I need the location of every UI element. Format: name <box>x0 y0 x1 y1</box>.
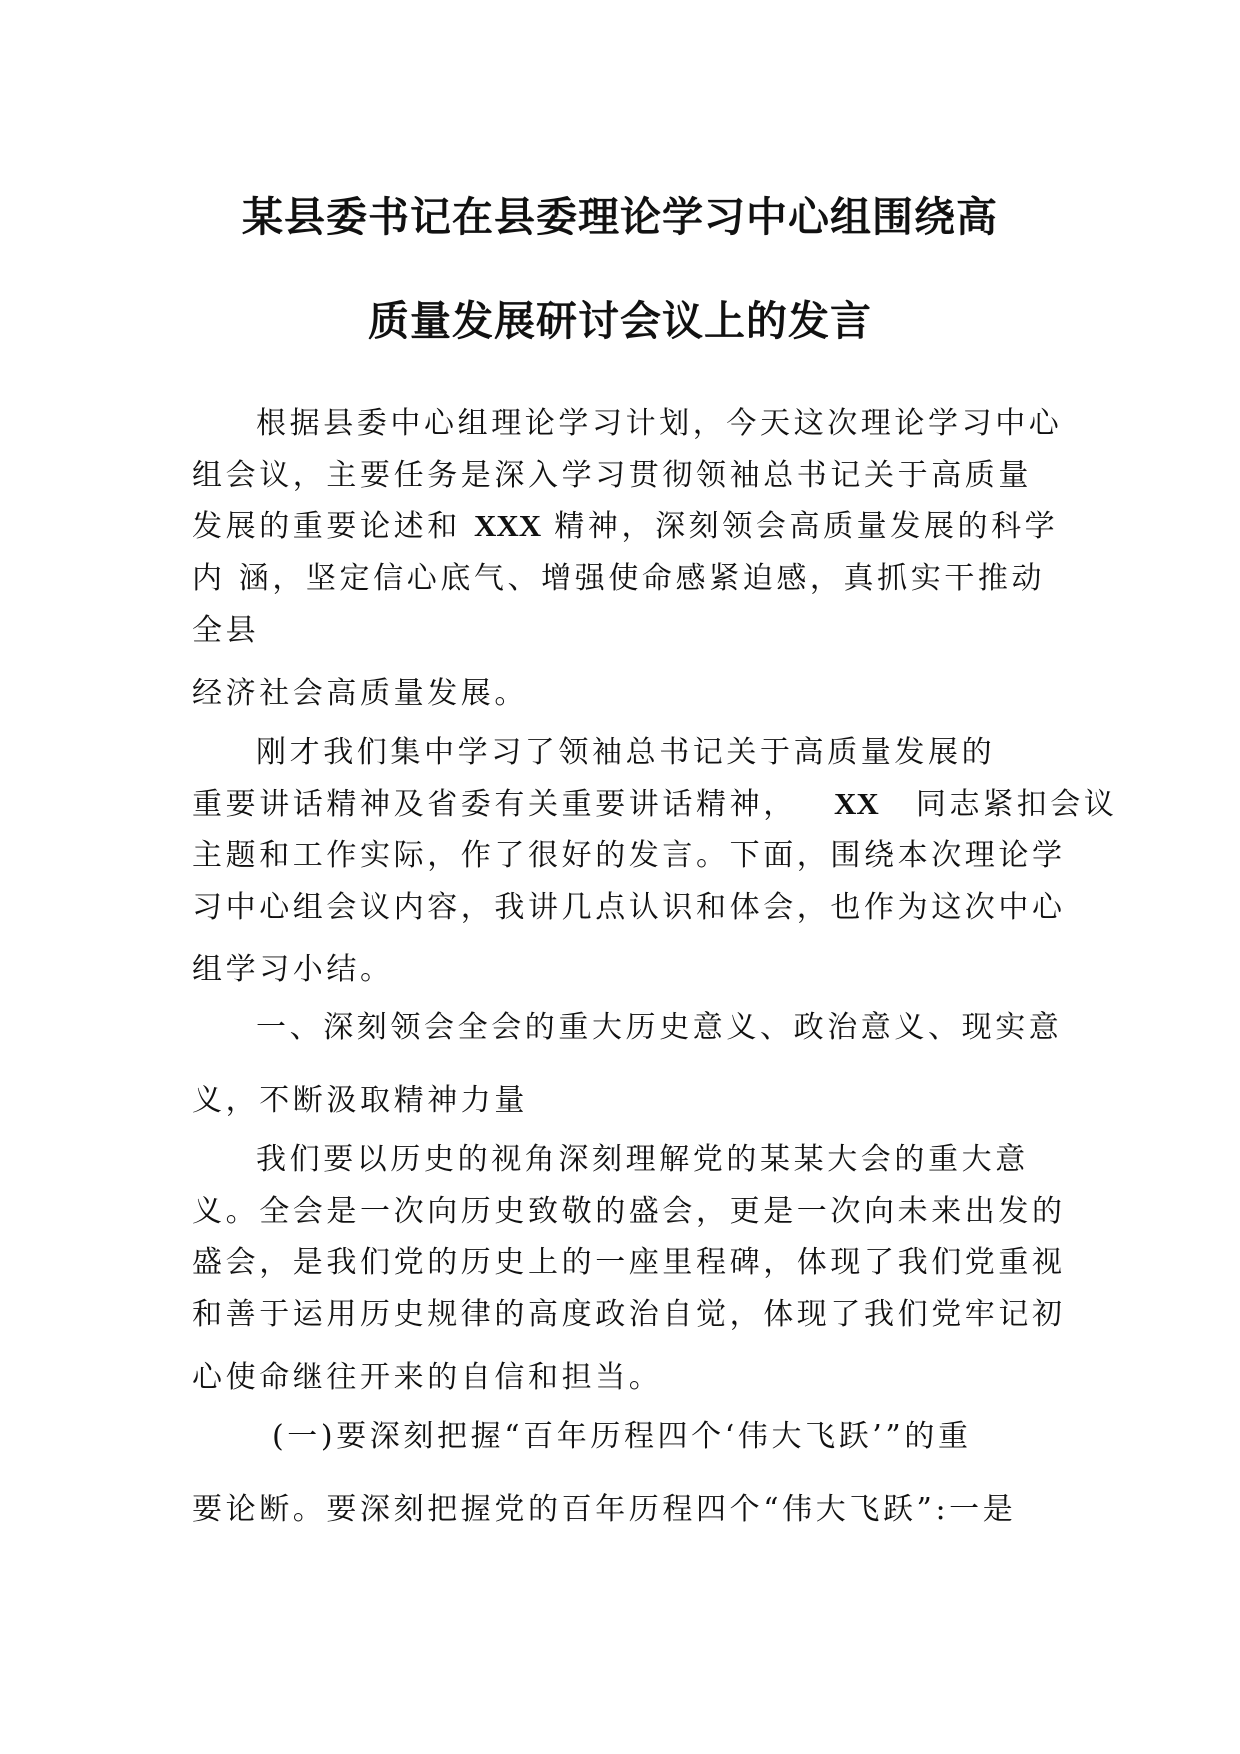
paragraph-4-line-1: (一)要深刻把握“百年历程四个‘伟大飞跃’”的重 <box>272 1419 972 1454</box>
paragraph-1-line-6: 经济社会高质量发展。 <box>192 676 528 711</box>
paragraph-1-line-4: 内 涵，坚定信心底气、增强使命感紧迫感，真抓实干推动 <box>192 561 1046 596</box>
paragraph-3-line-3: 盛会，是我们党的历史上的一座里程碑，体现了我们党重视 <box>192 1245 1066 1280</box>
paragraph-1-line-2: 组会议，主要任务是深入学习贯彻领袖总书记关于高质量 <box>192 458 1032 493</box>
placeholder-xxx: XXX <box>473 508 542 543</box>
paragraph-2-line-2-text-a: 重要讲话精神及省委有关重要讲话精神， <box>192 787 797 822</box>
document-title-line-2: 质量发展研讨会议上的发言 <box>368 297 872 345</box>
document-title-line-1: 某县委书记在县委理论学习中心组围绕高 <box>242 193 998 241</box>
paragraph-2-line-5: 组学习小结。 <box>192 952 394 987</box>
paragraph-1-line-3-text-a: 发展的重要论述和 <box>192 509 461 544</box>
paragraph-3-line-2: 义。全会是一次向历史致敬的盛会，更是一次向未来出发的 <box>192 1194 1066 1229</box>
paragraph-4-line-2: 要论断。要深刻把握党的百年历程四个“伟大飞跃”:一是 <box>192 1492 1017 1527</box>
paragraph-2-line-2 <box>192 779 1117 823</box>
paragraph-3-line-1: 我们要以历史的视角深刻理解党的某某大会的重大意 <box>256 1142 1029 1177</box>
paragraph-2-line-2-text-b: 同志紧扣会议 <box>915 787 1118 822</box>
paragraph-1-line-3-text-b: 精神，深刻领会高质量发展的科学 <box>554 509 1059 544</box>
paragraph-2-line-3: 主题和工作实际，作了很好的发言。下面，围绕本次理论学 <box>192 838 1066 873</box>
paragraph-3-line-4: 和善于运用历史规律的高度政治自觉，体现了我们党牢记初 <box>192 1297 1066 1332</box>
section-heading-1-line-1: 一、深刻领会全会的重大历史意义、政治意义、现实意 <box>256 1010 1063 1045</box>
paragraph-1-line-3 <box>192 501 1058 545</box>
paragraph-1-line-5: 全县 <box>192 613 260 648</box>
paragraph-2-line-4: 习中心组会议内容，我讲几点认识和体会，也作为这次中心 <box>192 890 1066 925</box>
paragraph-1-line-1: 根据县委中心组理论学习计划，今天这次理论学习中心 <box>256 406 1063 441</box>
paragraph-2-line-1: 刚才我们集中学习了领袖总书记关于高质量发展的 <box>256 735 996 770</box>
placeholder-xx: XX <box>833 786 879 821</box>
section-heading-1-line-2: 义，不断汲取精神力量 <box>192 1083 528 1118</box>
paragraph-3-line-5: 心使命继往开来的自信和担当。 <box>192 1360 663 1395</box>
